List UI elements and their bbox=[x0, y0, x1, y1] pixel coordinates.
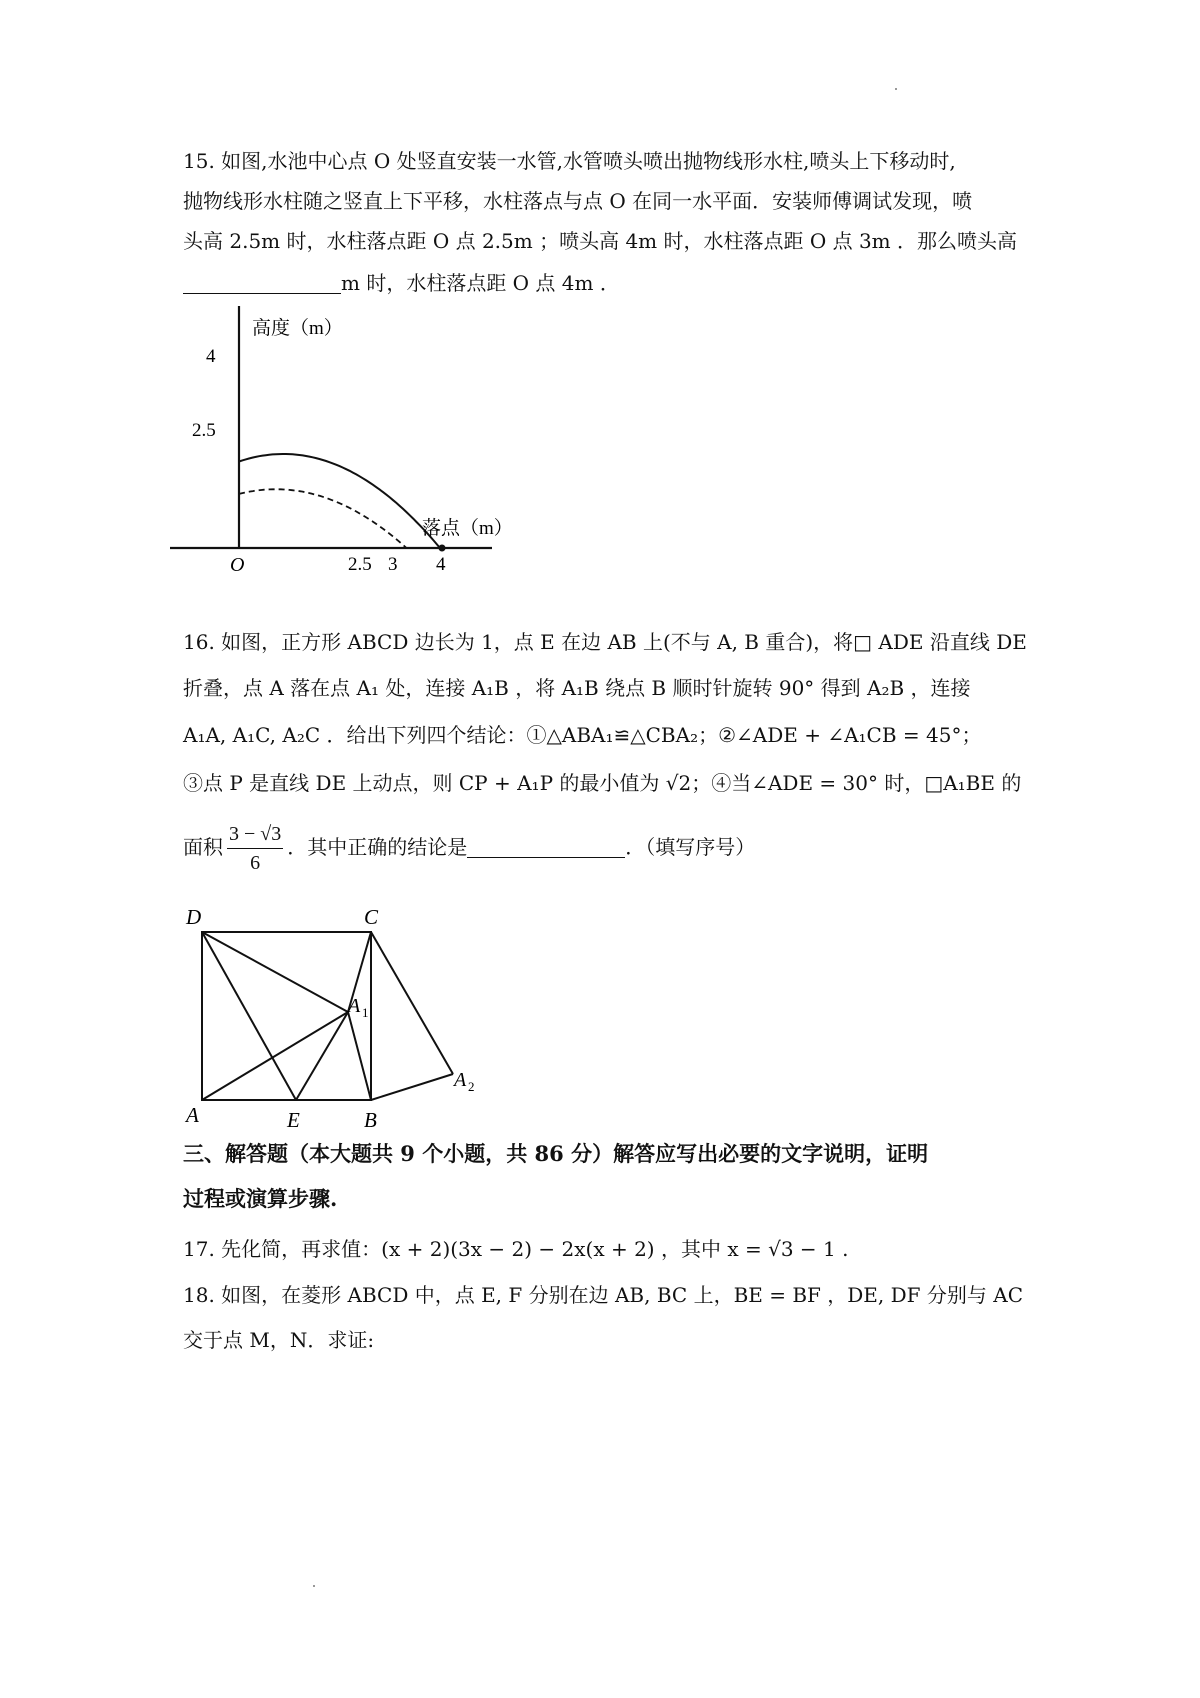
x-tick-3: 3 bbox=[388, 554, 398, 575]
label-a: A bbox=[186, 1103, 199, 1127]
q16-area-text: 面积 bbox=[183, 835, 223, 859]
label-a2: A bbox=[454, 1069, 467, 1091]
segment-ca2 bbox=[371, 932, 453, 1074]
landing-point-4 bbox=[439, 545, 446, 552]
q16-line-5 bbox=[183, 820, 755, 877]
label-c: C bbox=[364, 905, 379, 929]
parabola-dashed bbox=[239, 489, 407, 548]
x-tick-4: 4 bbox=[436, 554, 446, 575]
q16-line-4: ③点 P 是直线 DE 上动点，则 CP + A₁P 的最小值为 √2；④当∠ADE = 30° 时，□A₁BE 的 bbox=[183, 771, 1022, 795]
segment-a1b bbox=[348, 1012, 371, 1100]
parabola-solid bbox=[239, 454, 440, 548]
label-d: D bbox=[186, 905, 202, 929]
label-a2-sub: 2 bbox=[468, 1079, 475, 1094]
y-tick-4: 4 bbox=[206, 346, 216, 367]
scan-dot bbox=[895, 88, 897, 90]
scan-dot bbox=[313, 1585, 315, 1587]
q15-line-4-text: m 时，水柱落点距 O 点 4m ． bbox=[341, 271, 620, 295]
label-e: E bbox=[287, 1108, 300, 1132]
label-a1-sub: 1 bbox=[362, 1005, 369, 1020]
q15-line-4 bbox=[183, 268, 620, 298]
q15-line-2: 抛物线形水柱随之竖直上下平移，水柱落点与点 O 在同一水平面．安装师傅调试发现，喷 bbox=[183, 189, 973, 213]
q16-question-text: ．其中正确的结论是 bbox=[287, 835, 468, 859]
q17-text: 17. 先化简，再求值：(x + 2)(3x − 2) − 2x(x + 2) ，其中 x = √3 − 1 . bbox=[183, 1237, 849, 1261]
fraction-numerator: 3 − √3 bbox=[227, 820, 283, 849]
x-tick-2-5: 2.5 bbox=[348, 554, 372, 575]
x-axis-label: 落点（m） bbox=[422, 518, 513, 539]
segment-ba2 bbox=[371, 1074, 453, 1100]
label-b: B bbox=[364, 1108, 377, 1132]
q16-line-3: A₁A, A₁C, A₂C ．给出下列四个结论：①△ABA₁≌△CBA₂；②∠ADE + ∠A₁CB = 45°； bbox=[183, 723, 982, 747]
q16-line-2: 折叠，点 A 落在点 A₁ 处，连接 A₁B ，将 A₁B 绕点 B 顺时针旋转 90° 得到 A₂B ，连接 bbox=[183, 676, 971, 700]
segment-ea1 bbox=[296, 1012, 348, 1100]
q15-line-1: 15. 如图,水池中心点 O 处竖直安装一水管,水管喷头喷出抛物线形水柱,喷头上下移动时, bbox=[183, 149, 956, 173]
segment-aa1 bbox=[202, 1012, 348, 1100]
label-a1: A bbox=[348, 995, 361, 1017]
section-3-heading-2: 过程或演算步骤. bbox=[183, 1186, 338, 1211]
y-axis-label: 高度（m） bbox=[252, 318, 343, 339]
q18-line-2: 交于点 M，N．求证: bbox=[183, 1328, 375, 1352]
y-tick-2-5: 2.5 bbox=[192, 420, 216, 441]
origin-label: O bbox=[230, 554, 245, 576]
square-diagram bbox=[176, 900, 476, 1130]
area-fraction bbox=[227, 820, 283, 877]
q18-line-1: 18. 如图，在菱形 ABCD 中，点 E, F 分别在边 AB, BC 上，BE = BF ，DE, DF 分别与 AC bbox=[183, 1283, 1023, 1307]
q15-line-3: 头高 2.5m 时，水柱落点距 O 点 2.5m ；喷头高 4m 时，水柱落点距 O 点 3m ．那么喷头高 bbox=[183, 229, 1018, 253]
q16-hint-text: ．（填写序号） bbox=[625, 835, 756, 859]
fraction-denominator: 6 bbox=[250, 852, 261, 874]
answer-blank[interactable] bbox=[467, 835, 625, 858]
section-3-heading-1: 三、解答题（本大题共 9 个小题，共 86 分）解答应写出必要的文字说明，证明 bbox=[183, 1141, 929, 1166]
fountain-chart bbox=[170, 306, 513, 576]
q16-line-1: 16. 如图，正方形 ABCD 边长为 1，点 E 在边 AB 上(不与 A, B 重合)，将□ ADE 沿直线 DE bbox=[183, 630, 1027, 654]
answer-blank[interactable] bbox=[183, 271, 341, 294]
